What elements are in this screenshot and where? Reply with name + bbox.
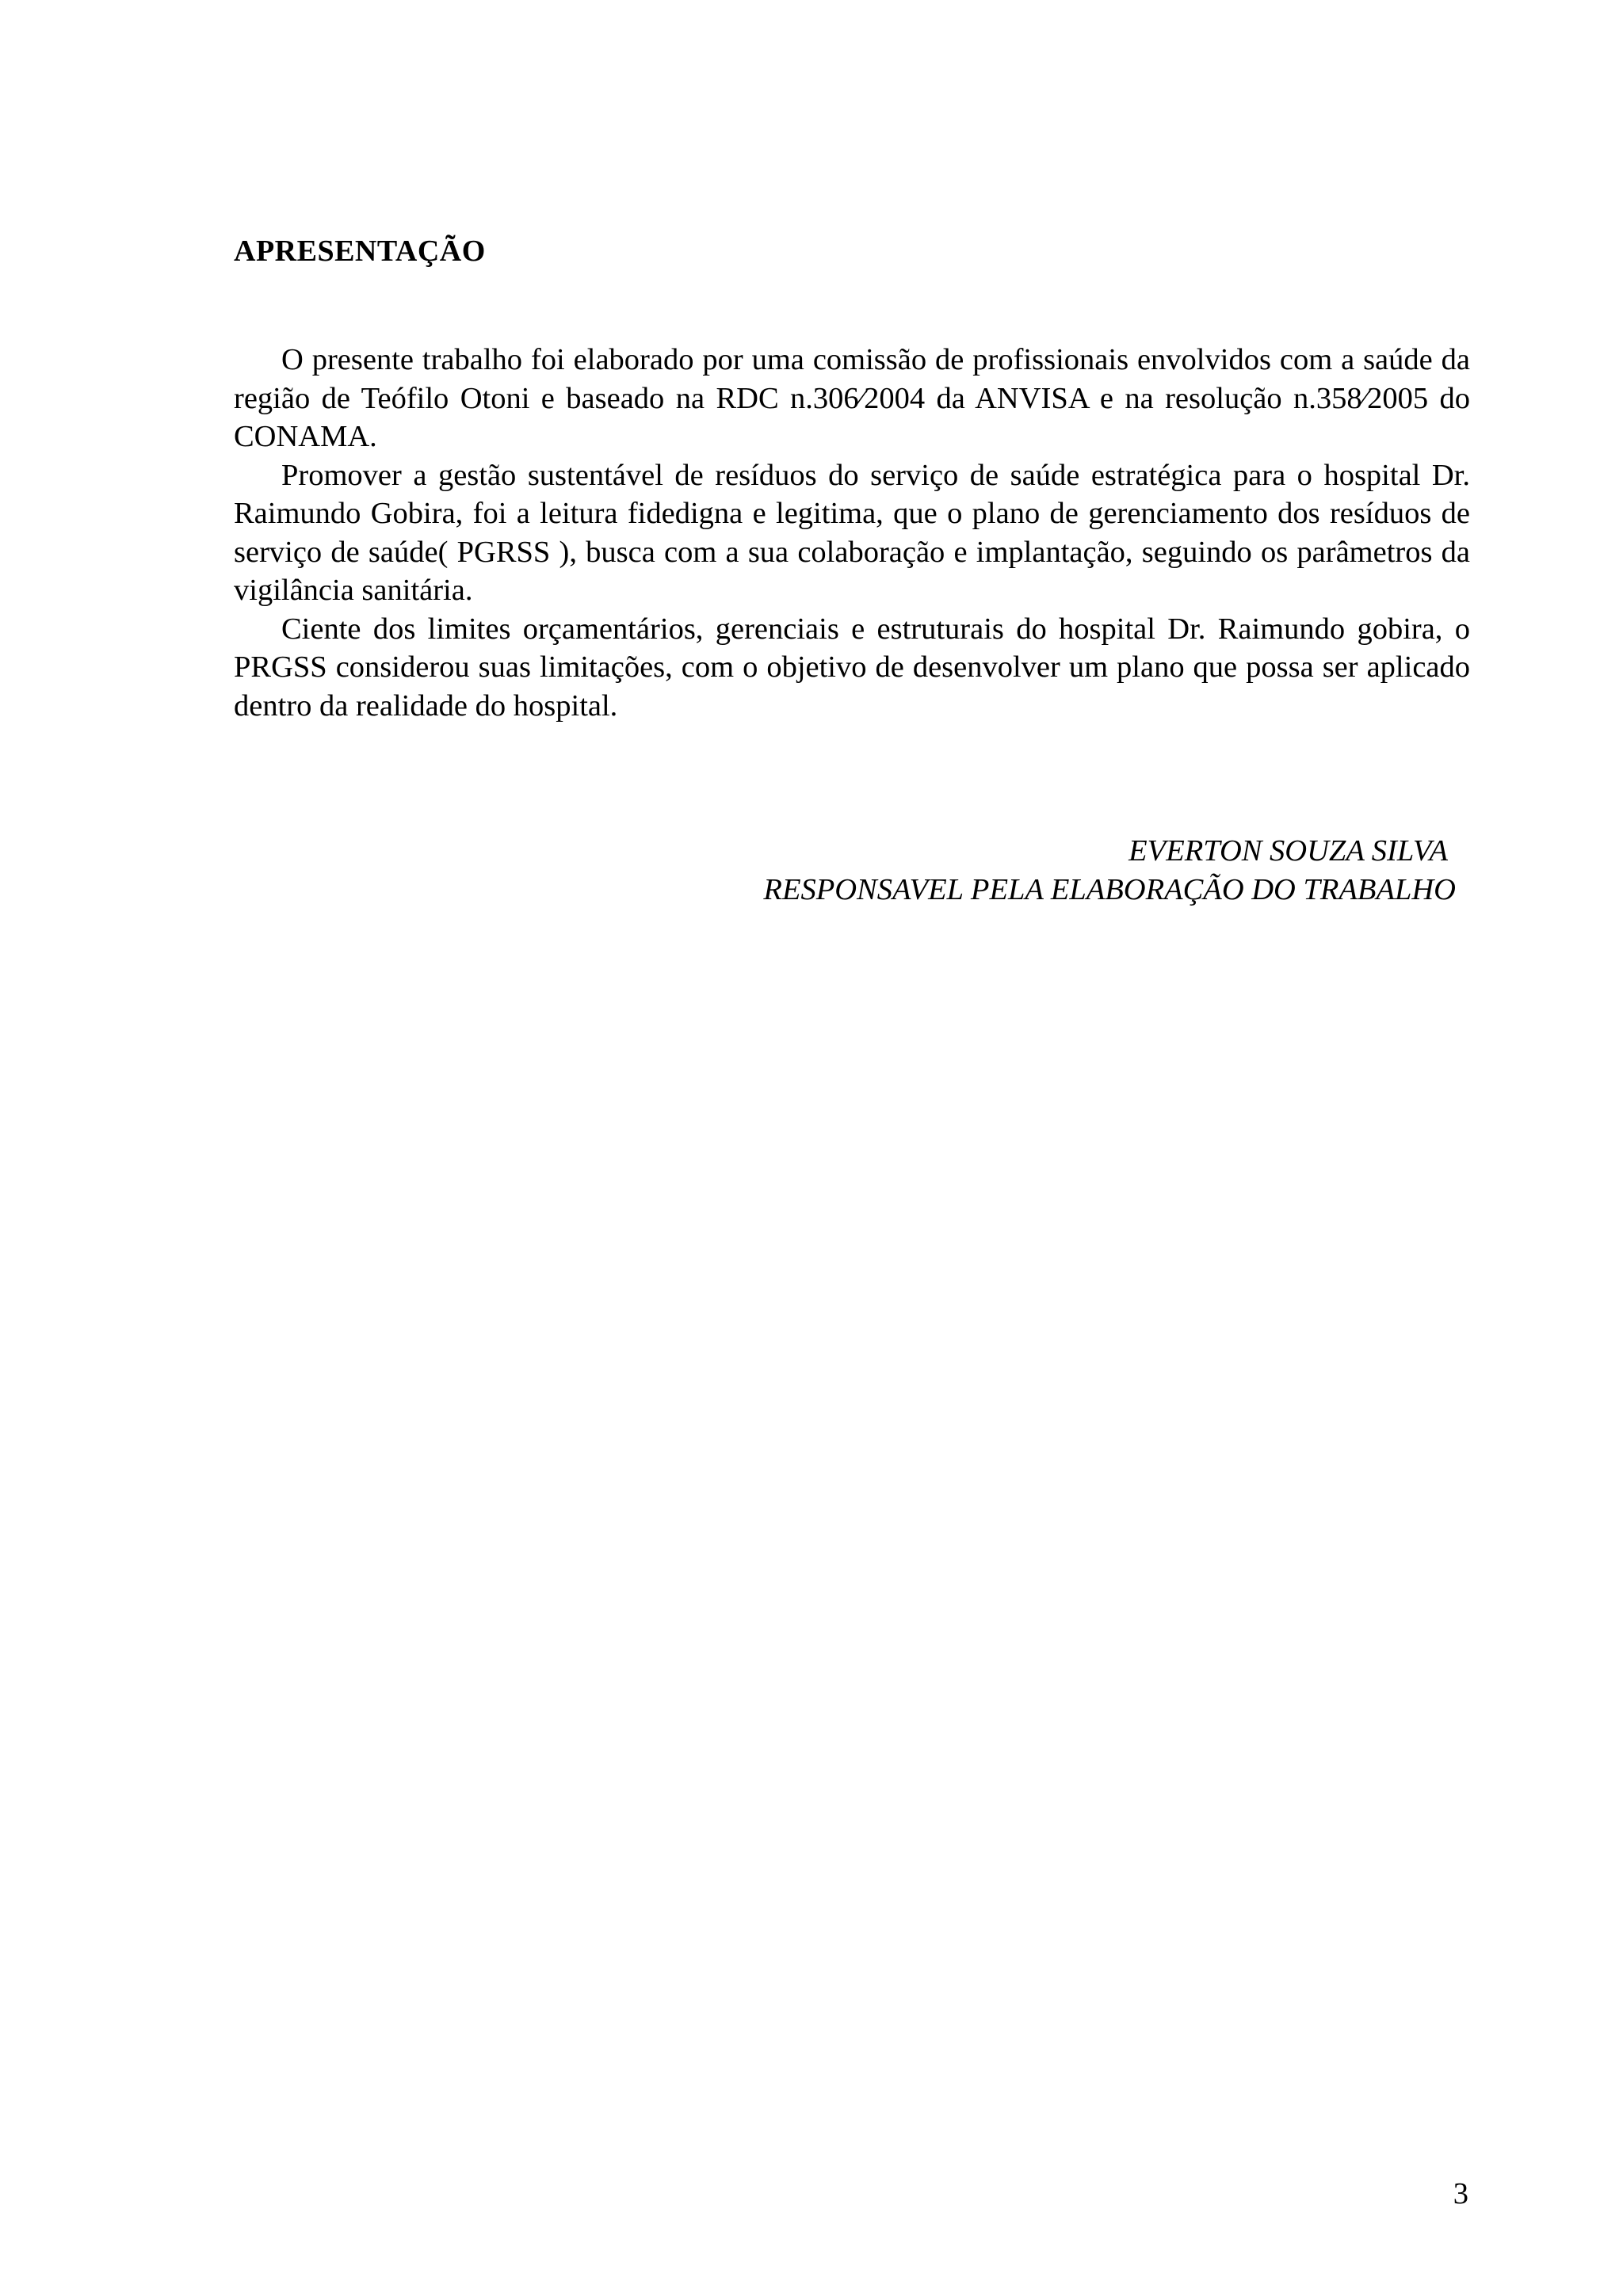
paragraph-goal: Promover a gestão sustentável de resíduos do serviço de saúde estratégica para o hospital Dr. Raimundo Gobira, foi a leitura fidedigna e legitima, que o plano de gerenciamento dos resíduos de serviço de saúde( PGRSS ), busca com a sua colaboração e implantação, seguindo os parâmetros da vigilância sanitária. <box>234 458 1470 607</box>
signature-block <box>763 832 1456 909</box>
section-heading: APRESENTAÇÃO <box>234 235 486 268</box>
paragraph-intro: O presente trabalho foi elaborado por uma comissão de profissionais envolvidos com a saúde da região de Teófilo Otoni e baseado na RDC n.306⁄2004 da ANVISA e na resolução n.358⁄2005 do CONAMA. <box>234 343 1470 453</box>
paragraph-limits: Ciente dos limites orçamentários, gerenciais e estruturais do hospital Dr. Raimundo gobira, o PRGSS considerou suas limitações, com o objetivo de desenvolver um plano que possa ser aplicado dentro da realidade do hospital. <box>234 612 1470 723</box>
body-text <box>234 341 1470 725</box>
page-number: 3 <box>1453 2177 1468 2210</box>
signature-name: EVERTON SOUZA SILVA <box>1128 834 1448 868</box>
signature-role: RESPONSAVEL PELA ELABORAÇÃO DO TRABALHO <box>763 872 1456 906</box>
